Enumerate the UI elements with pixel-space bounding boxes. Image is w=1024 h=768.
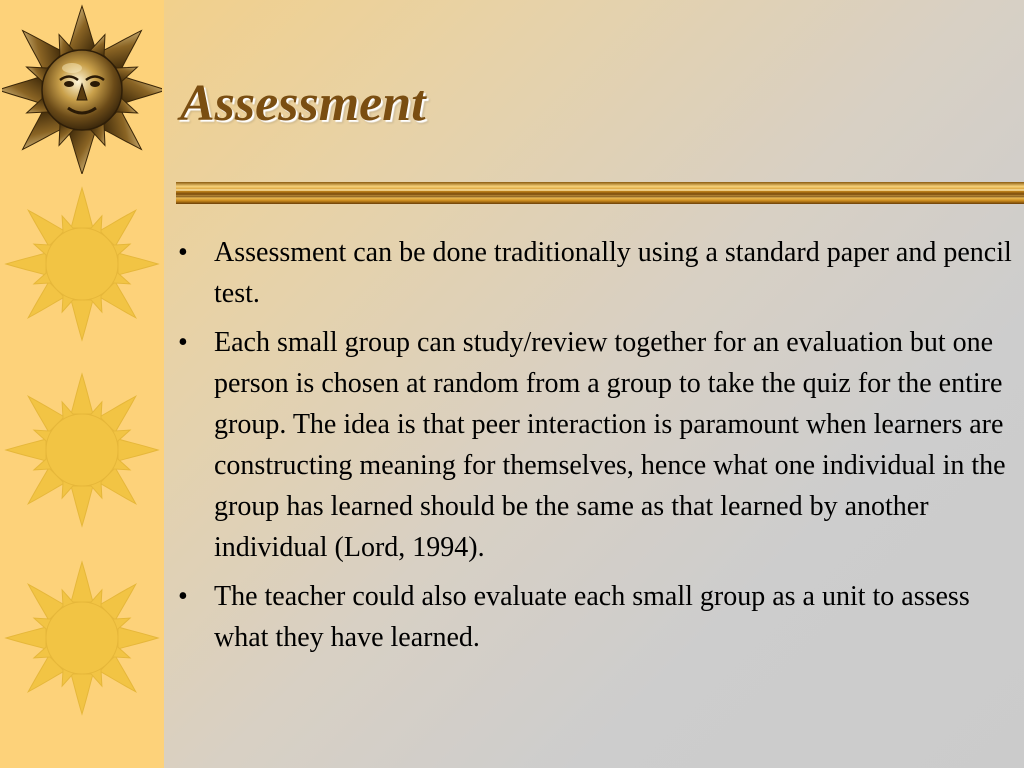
- list-item: [174, 232, 1014, 314]
- sun-icon: [4, 560, 160, 716]
- list-item: [174, 576, 1014, 658]
- title-divider: [176, 182, 1024, 204]
- bullet-text: Each small group can study/review together for an evaluation but one person is chosen at random from a group to take the quiz for the entire group. The idea is that peer interaction is paramount when learners are constructing meaning for themselves, hence what one individual in the group has learned should be the same as that learned by another individual (Lord, 1994).: [214, 327, 1006, 563]
- bullet-icon: •: [178, 327, 188, 358]
- sun-icon: [4, 186, 160, 342]
- slide-title: Assessment: [180, 75, 426, 132]
- bullet-text: The teacher could also evaluate each small group as a unit to assess what they have learned.: [214, 581, 970, 653]
- sun-face-icon: [2, 2, 162, 174]
- bullet-icon: •: [178, 581, 188, 612]
- list-item: [174, 322, 1014, 568]
- bullet-list: [174, 232, 1014, 666]
- bullet-text: Assessment can be done traditionally using a standard paper and pencil test.: [214, 237, 1012, 309]
- bullet-icon: •: [178, 237, 188, 268]
- sun-icon: [4, 372, 160, 528]
